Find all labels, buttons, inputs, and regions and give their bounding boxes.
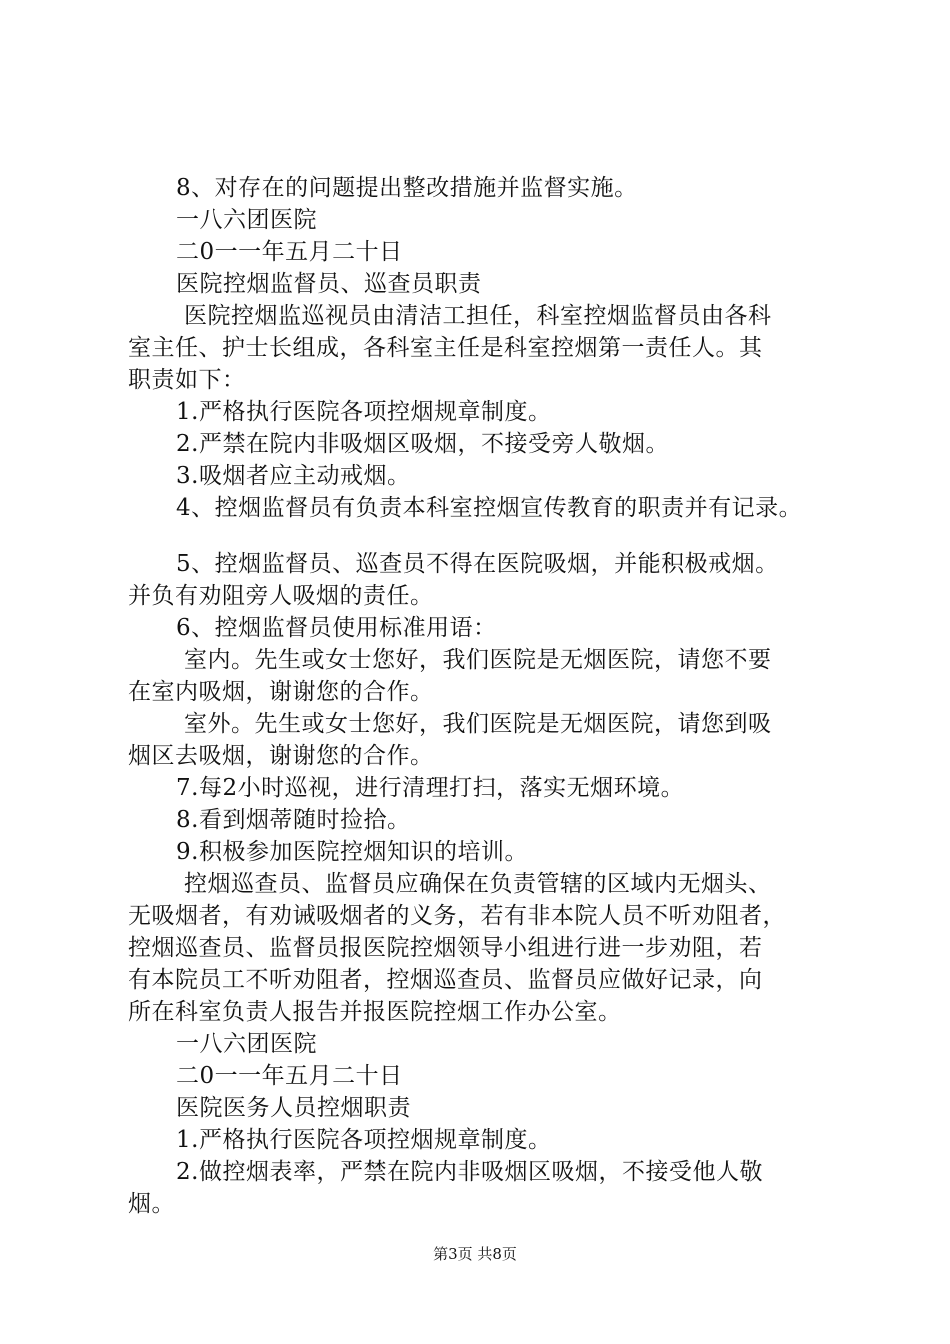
text-line: 5、控烟监督员、巡查员不得在医院吸烟，并能积极戒烟。 [176, 551, 779, 577]
text-line: 室主任、护士长组成，各科室主任是科室控烟第一责任人。其 [128, 335, 763, 361]
text-line: 9.积极参加医院控烟知识的培训。 [176, 839, 528, 865]
text-line: 医院医务人员控烟职责 [176, 1095, 411, 1121]
text-line: 2.严禁在院内非吸烟区吸烟，不接受旁人敬烟。 [176, 431, 669, 457]
text-line: 所在科室负责人报告并报医院控烟工作办公室。 [128, 999, 622, 1025]
text-line: 控烟巡查员、监督员应确保在负责管辖的区域内无烟头、 [184, 871, 772, 897]
text-line: 一八六团医院 [176, 207, 317, 233]
text-line: 并负有劝阻旁人吸烟的责任。 [128, 583, 434, 609]
text-line: 烟。 [128, 1191, 175, 1217]
text-line: 4、控烟监督员有负责本科室控烟宣传教育的职责并有记录。 [176, 495, 803, 521]
text-line: 6、控烟监督员使用标准用语： [176, 615, 497, 641]
text-line: 职责如下： [128, 367, 246, 393]
text-line: 有本院员工不听劝阻者，控烟巡查员、监督员应做好记录，向 [128, 967, 763, 993]
text-line: 医院控烟监巡视员由清洁工担任，科室控烟监督员由各科 [184, 303, 772, 329]
text-line: 1.严格执行医院各项控烟规章制度。 [176, 1127, 552, 1153]
text-line: 控烟巡查员、监督员报医院控烟领导小组进行进一步劝阻，若 [128, 935, 763, 961]
text-line: 室外。先生或女士您好，我们医院是无烟医院，请您到吸 [184, 711, 772, 737]
text-line: 一八六团医院 [176, 1031, 317, 1057]
text-line: 2.做控烟表率，严禁在院内非吸烟区吸烟，不接受他人敬 [176, 1159, 763, 1185]
text-line: 二0一一年五月二十日 [176, 1063, 403, 1089]
text-line: 3.吸烟者应主动戒烟。 [176, 463, 411, 489]
text-line: 室内。先生或女士您好，我们医院是无烟医院，请您不要 [184, 647, 772, 673]
text-line: 烟区去吸烟，谢谢您的合作。 [128, 743, 434, 769]
text-line: 8、对存在的问题提出整改措施并监督实施。 [176, 175, 638, 201]
text-line: 无吸烟者，有劝诫吸烟者的义务，若有非本院人员不听劝阻者， [128, 903, 786, 929]
text-line: 7.每2小时巡视，进行清理打扫，落实无烟环境。 [176, 775, 685, 801]
text-line: 二0一一年五月二十日 [176, 239, 403, 265]
text-line: 8.看到烟蒂随时捡拾。 [176, 807, 411, 833]
text-line: 医院控烟监督员、巡查员职责 [176, 271, 482, 297]
page-number-footer: 第3页 共8页 [433, 1245, 517, 1263]
text-line: 1.严格执行医院各项控烟规章制度。 [176, 399, 552, 425]
text-line: 在室内吸烟，谢谢您的合作。 [128, 679, 434, 705]
